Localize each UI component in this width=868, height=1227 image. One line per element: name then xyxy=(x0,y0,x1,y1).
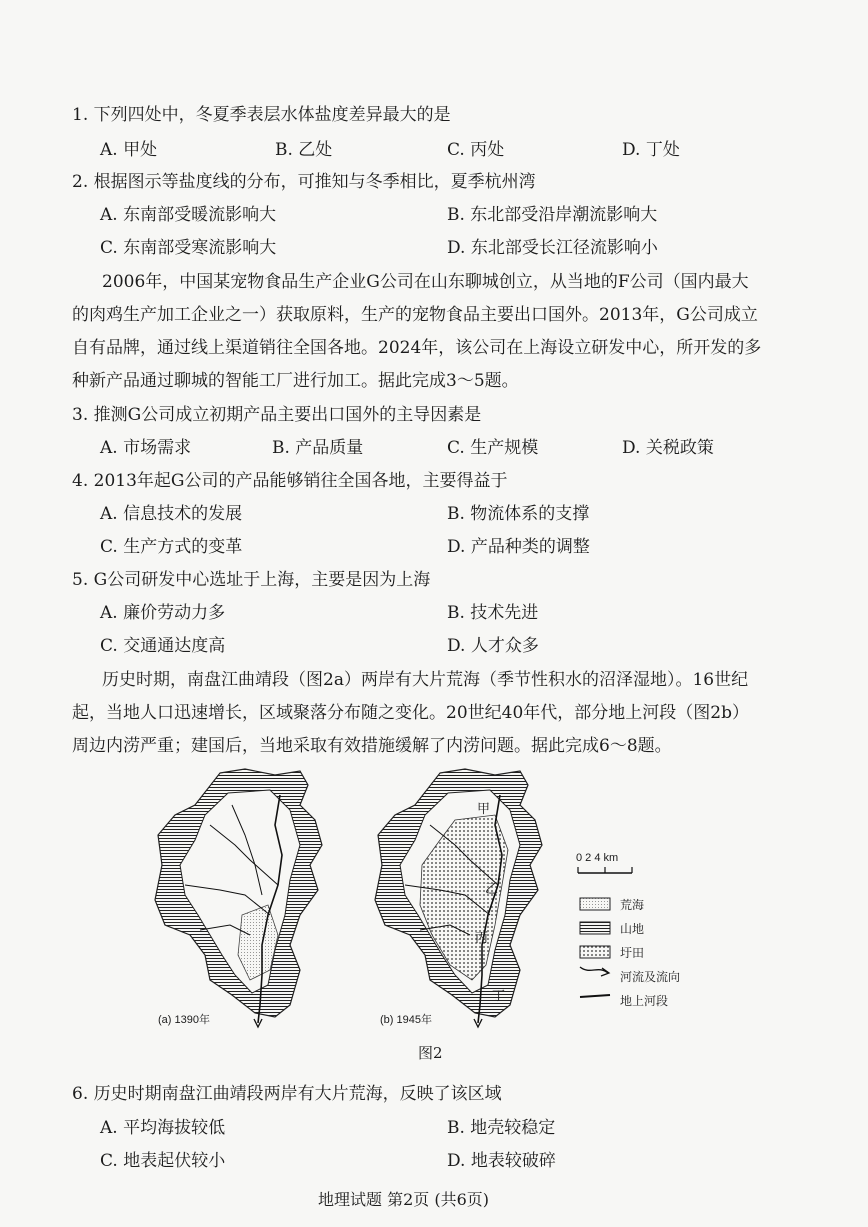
q3-option-a[interactable]: A. 市场需求 xyxy=(100,438,192,458)
q3-option-c[interactable]: C. 生产规模 xyxy=(447,438,539,458)
map-a xyxy=(155,769,322,1027)
q4-option-d[interactable]: D. 产品种类的调整 xyxy=(447,537,590,557)
q1-option-a[interactable]: A. 甲处 xyxy=(100,140,158,160)
legend-swatch-huanghai xyxy=(580,898,610,910)
q6-option-c[interactable]: C. 地表起伏较小 xyxy=(100,1151,226,1171)
map-b-label: (b) 1945年 xyxy=(380,1014,432,1026)
figure-caption: 图2 xyxy=(418,1044,443,1062)
q1-stem: 1. 下列四处中，冬夏季表层水体盐度差异最大的是 xyxy=(72,105,451,125)
legend-label-weitian: 圩田 xyxy=(620,946,645,960)
q5-option-c[interactable]: C. 交通通达度高 xyxy=(100,636,226,656)
q5-stem: 5. G公司研发中心选址于上海，主要是因为上海 xyxy=(72,570,431,590)
q1-option-c[interactable]: C. 丙处 xyxy=(447,140,505,160)
q2-option-b[interactable]: B. 东北部受沿岸潮流影响大 xyxy=(447,205,658,225)
legend-swatch-shandi xyxy=(580,922,610,934)
q2-option-d[interactable]: D. 东北部受长江径流影响小 xyxy=(447,238,658,258)
legend-label-huanghai: 荒海 xyxy=(620,898,645,912)
legend-swatch-river xyxy=(580,967,609,976)
place-label-bing: 丙 xyxy=(475,931,489,946)
passage1-line-1: 2006年，中国某宠物食品生产企业G公司在山东聊城创立，从当地的F公司（国内最大 xyxy=(102,272,749,292)
legend-label-elevated-river: 地上河段 xyxy=(620,994,669,1008)
passage1-line-2: 的肉鸡生产加工企业之一）获取原料，生产的宠物食品主要出口国外。2013年，G公司成立 xyxy=(72,305,758,325)
q4-option-b[interactable]: B. 物流体系的支撑 xyxy=(447,504,590,524)
q1-option-b[interactable]: B. 乙处 xyxy=(275,140,333,160)
q5-option-a[interactable]: A. 廉价劳动力多 xyxy=(100,603,226,623)
place-label-ding: 丁 xyxy=(492,989,506,1004)
place-label-yi: 乙 xyxy=(485,882,499,897)
q3-option-b[interactable]: B. 产品质量 xyxy=(272,438,364,458)
legend-label-shandi: 山地 xyxy=(620,922,645,936)
q4-option-a[interactable]: A. 信息技术的发展 xyxy=(100,504,243,524)
legend-label-river: 河流及流向 xyxy=(620,970,681,984)
passage1-line-4: 种新产品通过聊城的智能工厂进行加工。据此完成3～5题。 xyxy=(72,371,519,391)
q4-stem: 4. 2013年起G公司的产品能够销往全国各地，主要得益于 xyxy=(72,471,508,491)
passage1-line-3: 自有品牌，通过线上渠道销往全国各地。2024年，该公司在上海设立研发中心，所开发的多 xyxy=(72,338,762,358)
place-label-jia: 甲 xyxy=(477,802,491,817)
q6-stem: 6. 历史时期南盘江曲靖段两岸有大片荒海，反映了该区域 xyxy=(72,1084,502,1104)
passage2-line-1: 历史时期，南盘江曲靖段（图2a）两岸有大片荒海（季节性积水的沼泽湿地）。16世纪 xyxy=(102,670,749,690)
passage2-line-2: 起，当地人口迅速增长，区域聚落分布随之变化。20世纪40年代，部分地上河段（图2b） xyxy=(72,703,749,723)
q6-option-d[interactable]: D. 地表较破碎 xyxy=(447,1151,556,1171)
q4-option-c[interactable]: C. 生产方式的变革 xyxy=(100,537,243,557)
q2-option-a[interactable]: A. 东南部受暖流影响大 xyxy=(100,205,277,225)
passage2-line-3: 周边内涝严重；建国后，当地采取有效措施缓解了内涝问题。据此完成6～8题。 xyxy=(72,736,672,756)
q2-option-c[interactable]: C. 东南部受寒流影响大 xyxy=(100,238,277,258)
q6-option-b[interactable]: B. 地壳较稳定 xyxy=(447,1118,556,1138)
map-a-label: (a) 1390年 xyxy=(158,1014,210,1026)
q2-stem: 2. 根据图示等盐度线的分布，可推知与冬季相比，夏季杭州湾 xyxy=(72,172,536,192)
legend-swatch-weitian xyxy=(580,946,610,958)
scale-text: 0 2 4 km xyxy=(576,852,619,864)
q5-option-b[interactable]: B. 技术先进 xyxy=(447,603,539,623)
page-footer: 地理试题 第2页 (共6页) xyxy=(318,1190,490,1209)
legend-swatch-elevated-river xyxy=(580,995,610,997)
scale-bar xyxy=(578,867,632,873)
q3-option-d[interactable]: D. 关税政策 xyxy=(622,438,714,458)
q5-option-d[interactable]: D. 人才众多 xyxy=(447,636,539,656)
map-b xyxy=(375,769,542,1027)
q3-stem: 3. 推测G公司成立初期产品主要出口国外的主导因素是 xyxy=(72,405,482,425)
q6-option-a[interactable]: A. 平均海拔较低 xyxy=(100,1118,226,1138)
q1-option-d[interactable]: D. 丁处 xyxy=(622,140,680,160)
